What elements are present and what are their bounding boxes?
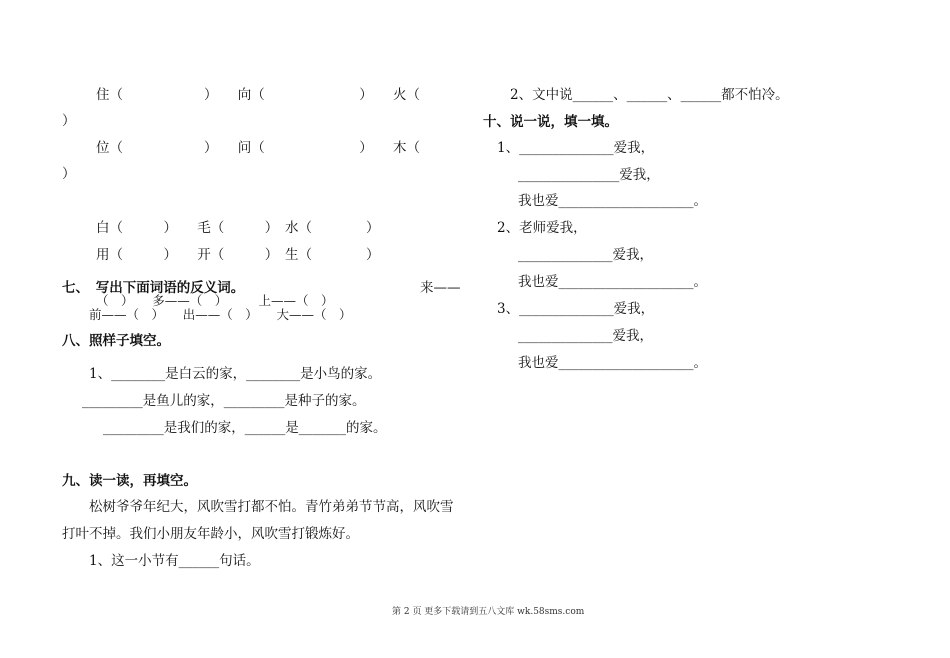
- char-row-1: 住（ ） 向（ ） 火（: [96, 87, 420, 103]
- char-row-4: 用（ ） 开（ ） 生（ ）: [96, 247, 380, 263]
- love-group-3-line-3: 我也爱____________________。: [518, 355, 707, 371]
- char-row-2-wrap: ）: [62, 166, 76, 182]
- love-group-1-line-3: 我也爱____________________。: [518, 193, 707, 209]
- reading-para-1: 松树爷爷年纪大，风吹雪打都不怕。青竹弟弟节节高，风吹雪: [89, 499, 454, 515]
- love-group-3-line-2: ______________爱我，: [518, 328, 653, 344]
- section-10-heading: 十、说一说，填一填。: [483, 114, 618, 130]
- char-row-2: 位（ ） 问（ ） 木（: [96, 140, 420, 156]
- reading-para-2: 打叶不掉。我们小朋友年龄小，风吹雪打锻炼好。: [62, 526, 359, 542]
- love-group-1-line-2: _______________爱我，: [518, 167, 660, 183]
- fill-line-3: _________是我们的家，______是_______的家。: [103, 420, 387, 436]
- section-7-heading: 七、 写出下面词语的反义词。: [62, 280, 245, 296]
- char-row-1-wrap: ）: [62, 113, 76, 129]
- love-group-1-line-1: 1、______________爱我，: [497, 140, 655, 156]
- antonym-line-3: 前——（ ） 出——（ ） 大——（ ）: [89, 307, 352, 322]
- antonym-lai: 来——: [420, 280, 461, 296]
- char-row-3: 白（ ） 毛（ ） 水（ ）: [96, 220, 380, 236]
- antonym-line-2: （ ） 多——（ ） 上——（ ）: [96, 293, 334, 308]
- fill-line-1: 1、________是白云的家，________是小鸟的家。: [89, 366, 382, 382]
- section-9-heading: 九、读一读，再填空。: [62, 473, 197, 489]
- section-8-heading: 八、照样子填空。: [62, 333, 170, 349]
- question-1: 1、这一小节有______句话。: [89, 553, 260, 569]
- page-footer: 第 2 页 更多下载请到五八文库 wk.58sms.com: [392, 607, 585, 617]
- question-2: 2、文中说______、______、______都不怕冷。: [510, 87, 789, 103]
- fill-line-2: _________是鱼儿的家，_________是种子的家。: [82, 393, 366, 409]
- love-group-3-line-1: 3、______________爱我，: [497, 301, 655, 317]
- love-group-2-line-2: ______________爱我，: [518, 247, 653, 263]
- love-group-2-line-3: 我也爱____________________。: [518, 274, 707, 290]
- love-group-2-line-1: 2、老师爱我，: [497, 220, 587, 236]
